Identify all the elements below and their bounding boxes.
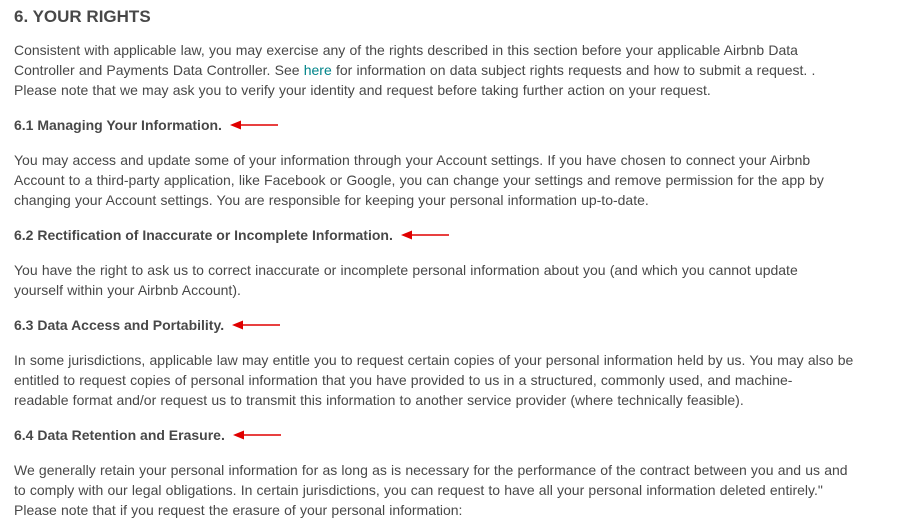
body-line: readable format and/or request us to transmit this information to another service provider (where technically feasible).: [14, 392, 744, 408]
intro-paragraph: [14, 40, 894, 100]
subsection-heading-6-2: 6.2 Rectification of Inaccurate or Incomplete Information.: [14, 227, 393, 243]
intro-line-3: Please note that we may ask you to verify your identity and request before taking further action on your request.: [14, 82, 711, 98]
body-line: to comply with our legal obligations. In certain jurisdictions, you can request to have all your personal information deleted entirely.": [14, 482, 823, 498]
body-line: yourself within your Airbnb Account).: [14, 282, 241, 298]
subsection-body-6-3: [14, 350, 894, 410]
left-arrow-icon: [401, 229, 451, 241]
document: [0, 6, 894, 520]
body-line: Please note that if you request the erasure of your personal information:: [14, 502, 463, 518]
subsection-heading-row: [14, 115, 894, 135]
left-arrow-icon: [233, 429, 283, 441]
subsection-heading-6-1: 6.1 Managing Your Information.: [14, 117, 222, 133]
subsection-body-6-1: [14, 150, 894, 210]
page-title: 6. YOUR RIGHTS: [14, 7, 151, 26]
intro-line-2-before: Controller and Payments Data Controller. See: [14, 62, 304, 78]
body-line: changing your Account settings. You are responsible for keeping your personal information up-to-date.: [14, 192, 649, 208]
body-line: Account to a third-party application, like Facebook or Google, you can change your settings and remove permission for the app by: [14, 172, 824, 188]
body-line: In some jurisdictions, applicable law may entitle you to request certain copies of your personal information held by us. You may also be: [14, 352, 854, 368]
intro-line-1: Consistent with applicable law, you may exercise any of the rights described in this section before your applicable Airbnb Data: [14, 42, 798, 58]
left-arrow-icon: [232, 319, 282, 331]
subsection-heading-row: [14, 225, 894, 245]
subsection-body-6-4: [14, 460, 894, 520]
subsection-heading-row: [14, 425, 894, 445]
body-line: We generally retain your personal information for as long as is necessary for the performance of the contract between you and us and: [14, 462, 848, 478]
body-line: You have the right to ask us to correct inaccurate or incomplete personal information about you (and which you cannot update: [14, 262, 798, 278]
intro-line-2-after: for information on data subject rights requests and how to submit a request. .: [331, 62, 816, 78]
intro-line-2: [14, 60, 894, 80]
body-line: entitled to request copies of personal information that you have provided to us in a structured, commonly used, and machine-: [14, 372, 793, 388]
here-link[interactable]: here: [303, 62, 332, 78]
subsection-body-6-2: [14, 260, 894, 300]
body-line: You may access and update some of your information through your Account settings. If you have chosen to connect your Airbnb: [14, 152, 811, 168]
subsection-heading-6-3: 6.3 Data Access and Portability.: [14, 317, 225, 333]
left-arrow-icon: [230, 119, 280, 131]
subsection-heading-6-4: 6.4 Data Retention and Erasure.: [14, 427, 225, 443]
subsection-heading-row: [14, 315, 894, 335]
